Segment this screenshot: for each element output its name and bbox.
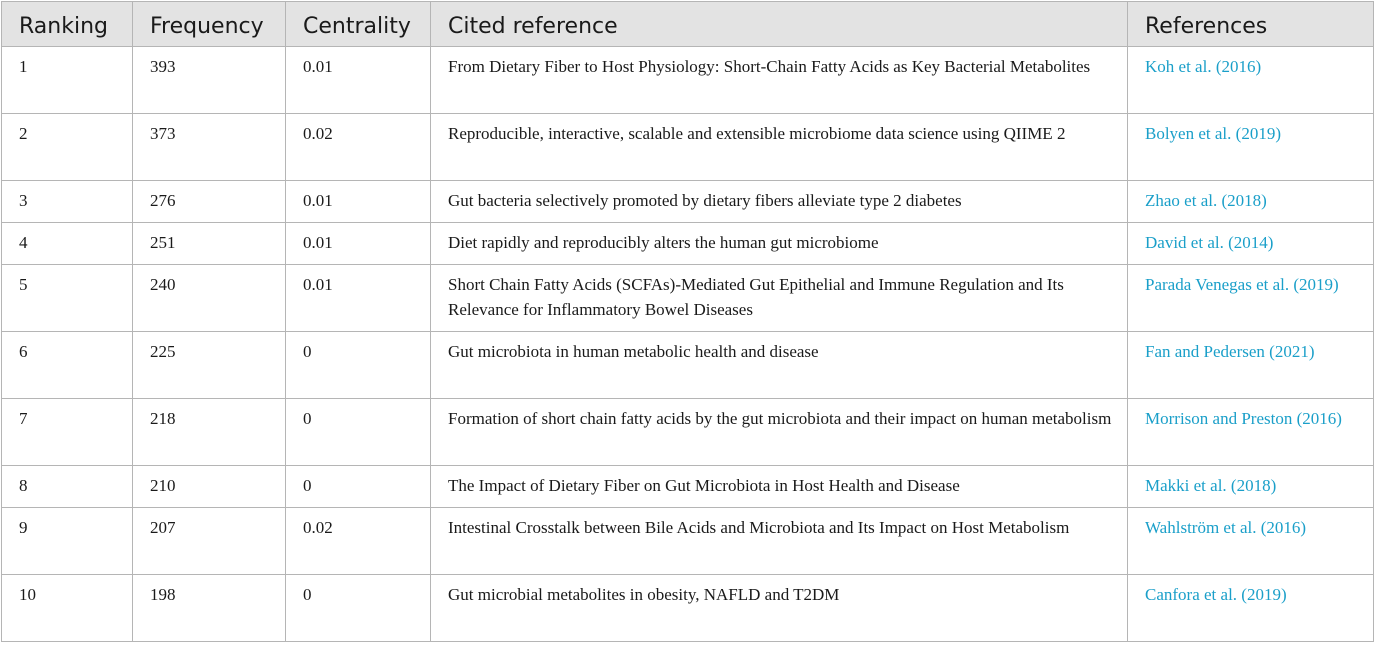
reference-author-link[interactable]: Zhao et al. ( <box>1145 191 1228 210</box>
cell-ranking: 4 <box>2 223 133 265</box>
reference-close-paren: ) <box>1261 191 1267 210</box>
reference-author-link[interactable]: Parada Venegas et al. ( <box>1145 275 1300 294</box>
header-ranking: Ranking <box>2 2 133 47</box>
cell-centrality: 0.02 <box>286 114 431 181</box>
reference-year-link[interactable]: 2018 <box>1227 191 1262 210</box>
reference-year-link[interactable]: 2016 <box>1266 518 1301 537</box>
reference-author-link[interactable]: Makki et al. ( <box>1145 476 1237 495</box>
cell-cited-reference: Short Chain Fatty Acids (SCFAs)-Mediated Gut Epithelial and Immune Regulation and Its Relevance for Inflammatory Bowel Diseases <box>431 265 1128 332</box>
cell-ranking: 8 <box>2 466 133 508</box>
reference-close-paren: ) <box>1270 476 1277 495</box>
cell-cited-reference: Gut microbiota in human metabolic health and disease <box>431 332 1128 399</box>
cell-centrality: 0 <box>286 399 431 466</box>
table-row <box>2 114 1374 181</box>
cell-frequency: 240 <box>133 265 286 332</box>
cell-cited-reference: From Dietary Fiber to Host Physiology: Short-Chain Fatty Acids as Key Bacterial Metabolites <box>431 47 1128 114</box>
header-references: References <box>1128 2 1374 47</box>
cell-reference <box>1128 575 1374 642</box>
cell-reference <box>1128 466 1374 508</box>
cell-centrality: 0.02 <box>286 508 431 575</box>
header-cited-reference: Cited reference <box>431 2 1128 47</box>
table-row <box>2 466 1374 508</box>
cell-cited-reference: Gut microbial metabolites in obesity, NAFLD and T2DM <box>431 575 1128 642</box>
cell-ranking: 9 <box>2 508 133 575</box>
cell-centrality: 0.01 <box>286 265 431 332</box>
cell-cited-reference: The Impact of Dietary Fiber on Gut Microbiota in Host Health and Disease <box>431 466 1128 508</box>
cell-ranking: 3 <box>2 181 133 223</box>
header-frequency: Frequency <box>133 2 286 47</box>
cell-reference <box>1128 265 1374 332</box>
cell-centrality: 0 <box>286 466 431 508</box>
reference-close-paren: ) <box>1275 124 1281 143</box>
cell-ranking: 5 <box>2 265 133 332</box>
reference-year-link[interactable]: 2019 <box>1299 275 1334 294</box>
reference-year-link[interactable]: 2019 <box>1246 585 1281 604</box>
table-row <box>2 181 1374 223</box>
cell-cited-reference: Gut bacteria selectively promoted by dietary fibers alleviate type 2 diabetes <box>431 181 1128 223</box>
cell-frequency: 198 <box>133 575 286 642</box>
reference-close-paren: ) <box>1280 585 1287 604</box>
header-row <box>2 2 1374 47</box>
reference-author-link[interactable]: Bolyen et al. ( <box>1145 124 1242 143</box>
cell-cited-reference: Diet rapidly and reproducibly alters the human gut microbiome <box>431 223 1128 265</box>
cell-frequency: 218 <box>133 399 286 466</box>
cell-reference <box>1128 399 1374 466</box>
cell-centrality: 0.01 <box>286 47 431 114</box>
cell-cited-reference: Formation of short chain fatty acids by the gut microbiota and their impact on human metabolism <box>431 399 1128 466</box>
cell-centrality: 0 <box>286 332 431 399</box>
cell-frequency: 210 <box>133 466 286 508</box>
reference-year-link[interactable]: 2019 <box>1241 124 1276 143</box>
table-body <box>2 47 1374 642</box>
cell-ranking: 2 <box>2 114 133 181</box>
table-header <box>2 2 1374 47</box>
cell-ranking: 10 <box>2 575 133 642</box>
table-row <box>2 265 1374 332</box>
table-row <box>2 575 1374 642</box>
cell-reference <box>1128 181 1374 223</box>
reference-close-paren: ) <box>1333 275 1339 294</box>
reference-year-link[interactable]: 2021 <box>1274 342 1309 361</box>
reference-year-link[interactable]: 2018 <box>1236 476 1271 495</box>
table-row <box>2 508 1374 575</box>
cell-reference <box>1128 508 1374 575</box>
table-row <box>2 332 1374 399</box>
cell-reference <box>1128 47 1374 114</box>
cell-ranking: 6 <box>2 332 133 399</box>
cell-cited-reference: Intestinal Crosstalk between Bile Acids and Microbiota and Its Impact on Host Metabolism <box>431 508 1128 575</box>
cell-ranking: 1 <box>2 47 133 114</box>
cell-reference <box>1128 114 1374 181</box>
cell-frequency: 225 <box>133 332 286 399</box>
reference-author-link[interactable]: Canfora et al. ( <box>1145 585 1247 604</box>
reference-author-link[interactable]: Wahlström et al. ( <box>1145 518 1267 537</box>
table-row <box>2 47 1374 114</box>
reference-close-paren: ) <box>1300 518 1307 537</box>
cell-cited-reference: Reproducible, interactive, scalable and extensible microbiome data science using QIIME 2 <box>431 114 1128 181</box>
cell-frequency: 393 <box>133 47 286 114</box>
reference-author-link[interactable]: Koh et al. ( <box>1145 57 1222 76</box>
header-centrality: Centrality <box>286 2 431 47</box>
cell-ranking: 7 <box>2 399 133 466</box>
cell-frequency: 251 <box>133 223 286 265</box>
reference-author-link[interactable]: Morrison and Preston ( <box>1145 409 1303 428</box>
reference-year-link[interactable]: 2014 <box>1233 233 1268 252</box>
reference-author-link[interactable]: David et al. ( <box>1145 233 1234 252</box>
cell-frequency: 207 <box>133 508 286 575</box>
cell-frequency: 373 <box>133 114 286 181</box>
reference-close-paren: ) <box>1255 57 1262 76</box>
citation-ranking-table <box>1 1 1374 642</box>
reference-close-paren: ) <box>1336 409 1342 428</box>
reference-close-paren: ) <box>1308 342 1315 361</box>
reference-close-paren: ) <box>1267 233 1274 252</box>
cell-centrality: 0.01 <box>286 223 431 265</box>
reference-author-link[interactable]: Fan and Pedersen ( <box>1145 342 1275 361</box>
reference-year-link[interactable]: 2016 <box>1221 57 1256 76</box>
cell-centrality: 0.01 <box>286 181 431 223</box>
cell-frequency: 276 <box>133 181 286 223</box>
cell-reference <box>1128 223 1374 265</box>
table-row <box>2 399 1374 466</box>
cell-reference <box>1128 332 1374 399</box>
reference-year-link[interactable]: 2016 <box>1302 409 1337 428</box>
cell-centrality: 0 <box>286 575 431 642</box>
table-row <box>2 223 1374 265</box>
